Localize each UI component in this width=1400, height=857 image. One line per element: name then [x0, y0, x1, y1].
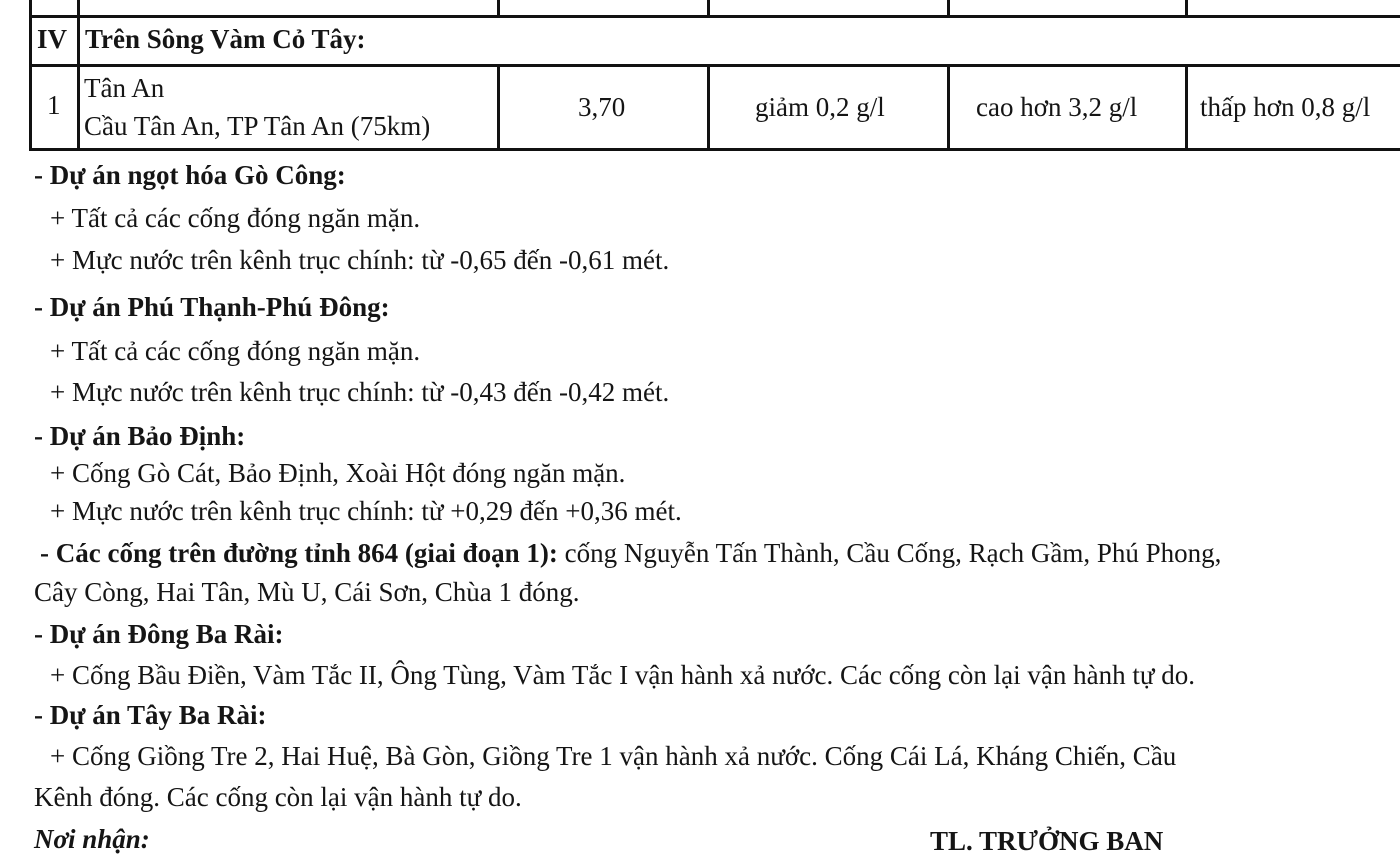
table-col-divider-compare [1185, 0, 1188, 18]
go-cong-line-2: + Mực nước trên kênh trục chính: từ -0,65 đến -0,61 mét. [50, 245, 670, 275]
table-border-left [29, 0, 32, 151]
table-rule-top [29, 15, 1400, 18]
table-col-divider-value [707, 64, 710, 151]
section-title: Trên Sông Vàm Cỏ Tây: [85, 24, 366, 54]
salinity-change: giảm 0,2 g/l [755, 92, 885, 122]
table-col-divider-compare [1185, 64, 1188, 151]
tay-ba-rai-line-2: Kênh đóng. Các cống còn lại vận hành tự do. [34, 782, 522, 812]
road-864-text: cống Nguyễn Tấn Thành, Cầu Cống, Rạch Gầm, Phú Phong, [557, 538, 1222, 568]
station-location: Cầu Tân An, TP Tân An (75km) [84, 111, 431, 141]
tay-ba-rai-title: - Dự án Tây Ba Rài: [34, 700, 267, 730]
phu-thanh-title: - Dự án Phú Thạnh-Phú Đông: [34, 292, 390, 322]
row-index: 1 [47, 90, 61, 120]
table-col-divider-value [707, 0, 710, 18]
table-col-divider-station [497, 0, 500, 18]
dong-ba-rai-title: - Dự án Đông Ba Rài: [34, 619, 284, 649]
dong-ba-rai-line-1: + Cống Bầu Điền, Vàm Tắc II, Ông Tùng, Vàm Tắc I vận hành xả nước. Các cống còn lại vận hành tự do. [50, 660, 1196, 690]
bao-dinh-line-1: + Cống Gò Cát, Bảo Định, Xoài Hột đóng ngăn mặn. [50, 458, 626, 488]
bao-dinh-title: - Dự án Bảo Định: [34, 421, 246, 451]
table-rule-bottom [29, 148, 1400, 151]
salinity-compare-lower: thấp hơn 0,8 g/l [1200, 92, 1371, 122]
table-col-divider-index [77, 0, 80, 151]
salinity-compare-higher: cao hơn 3,2 g/l [976, 92, 1138, 122]
salinity-value: 3,70 [578, 92, 626, 122]
road-864-line-2: Cây Còng, Hai Tân, Mù U, Cái Sơn, Chùa 1 đóng. [34, 577, 580, 607]
tay-ba-rai-line-1: + Cống Giồng Tre 2, Hai Huệ, Bà Gòn, Giồng Tre 1 vận hành xả nước. Cống Cái Lá, Kháng Chiến, Cầu [50, 741, 1177, 771]
table-col-divider-change [947, 0, 950, 18]
road-864-title: - Các cống trên đường tỉnh 864 (giai đoạn 1): [40, 538, 558, 568]
table-rule-mid [29, 64, 1400, 67]
go-cong-line-1: + Tất cả các cống đóng ngăn mặn. [50, 203, 421, 233]
bao-dinh-line-2: + Mực nước trên kênh trục chính: từ +0,29 đến +0,36 mét. [50, 496, 682, 526]
phu-thanh-line-2: + Mực nước trên kênh trục chính: từ -0,43 đến -0,42 mét. [50, 377, 670, 407]
section-number: IV [37, 24, 68, 54]
table-col-divider-station [497, 64, 500, 151]
recipients-label: Nơi nhận: [34, 824, 150, 854]
road-864-line-1 [40, 538, 1221, 569]
phu-thanh-line-1: + Tất cả các cống đóng ngăn mặn. [50, 336, 421, 366]
signature-title: TL. TRƯỞNG BAN [930, 826, 1164, 856]
station-name: Tân An [84, 73, 165, 103]
go-cong-title: - Dự án ngọt hóa Gò Công: [34, 160, 346, 190]
table-col-divider-change [947, 64, 950, 151]
